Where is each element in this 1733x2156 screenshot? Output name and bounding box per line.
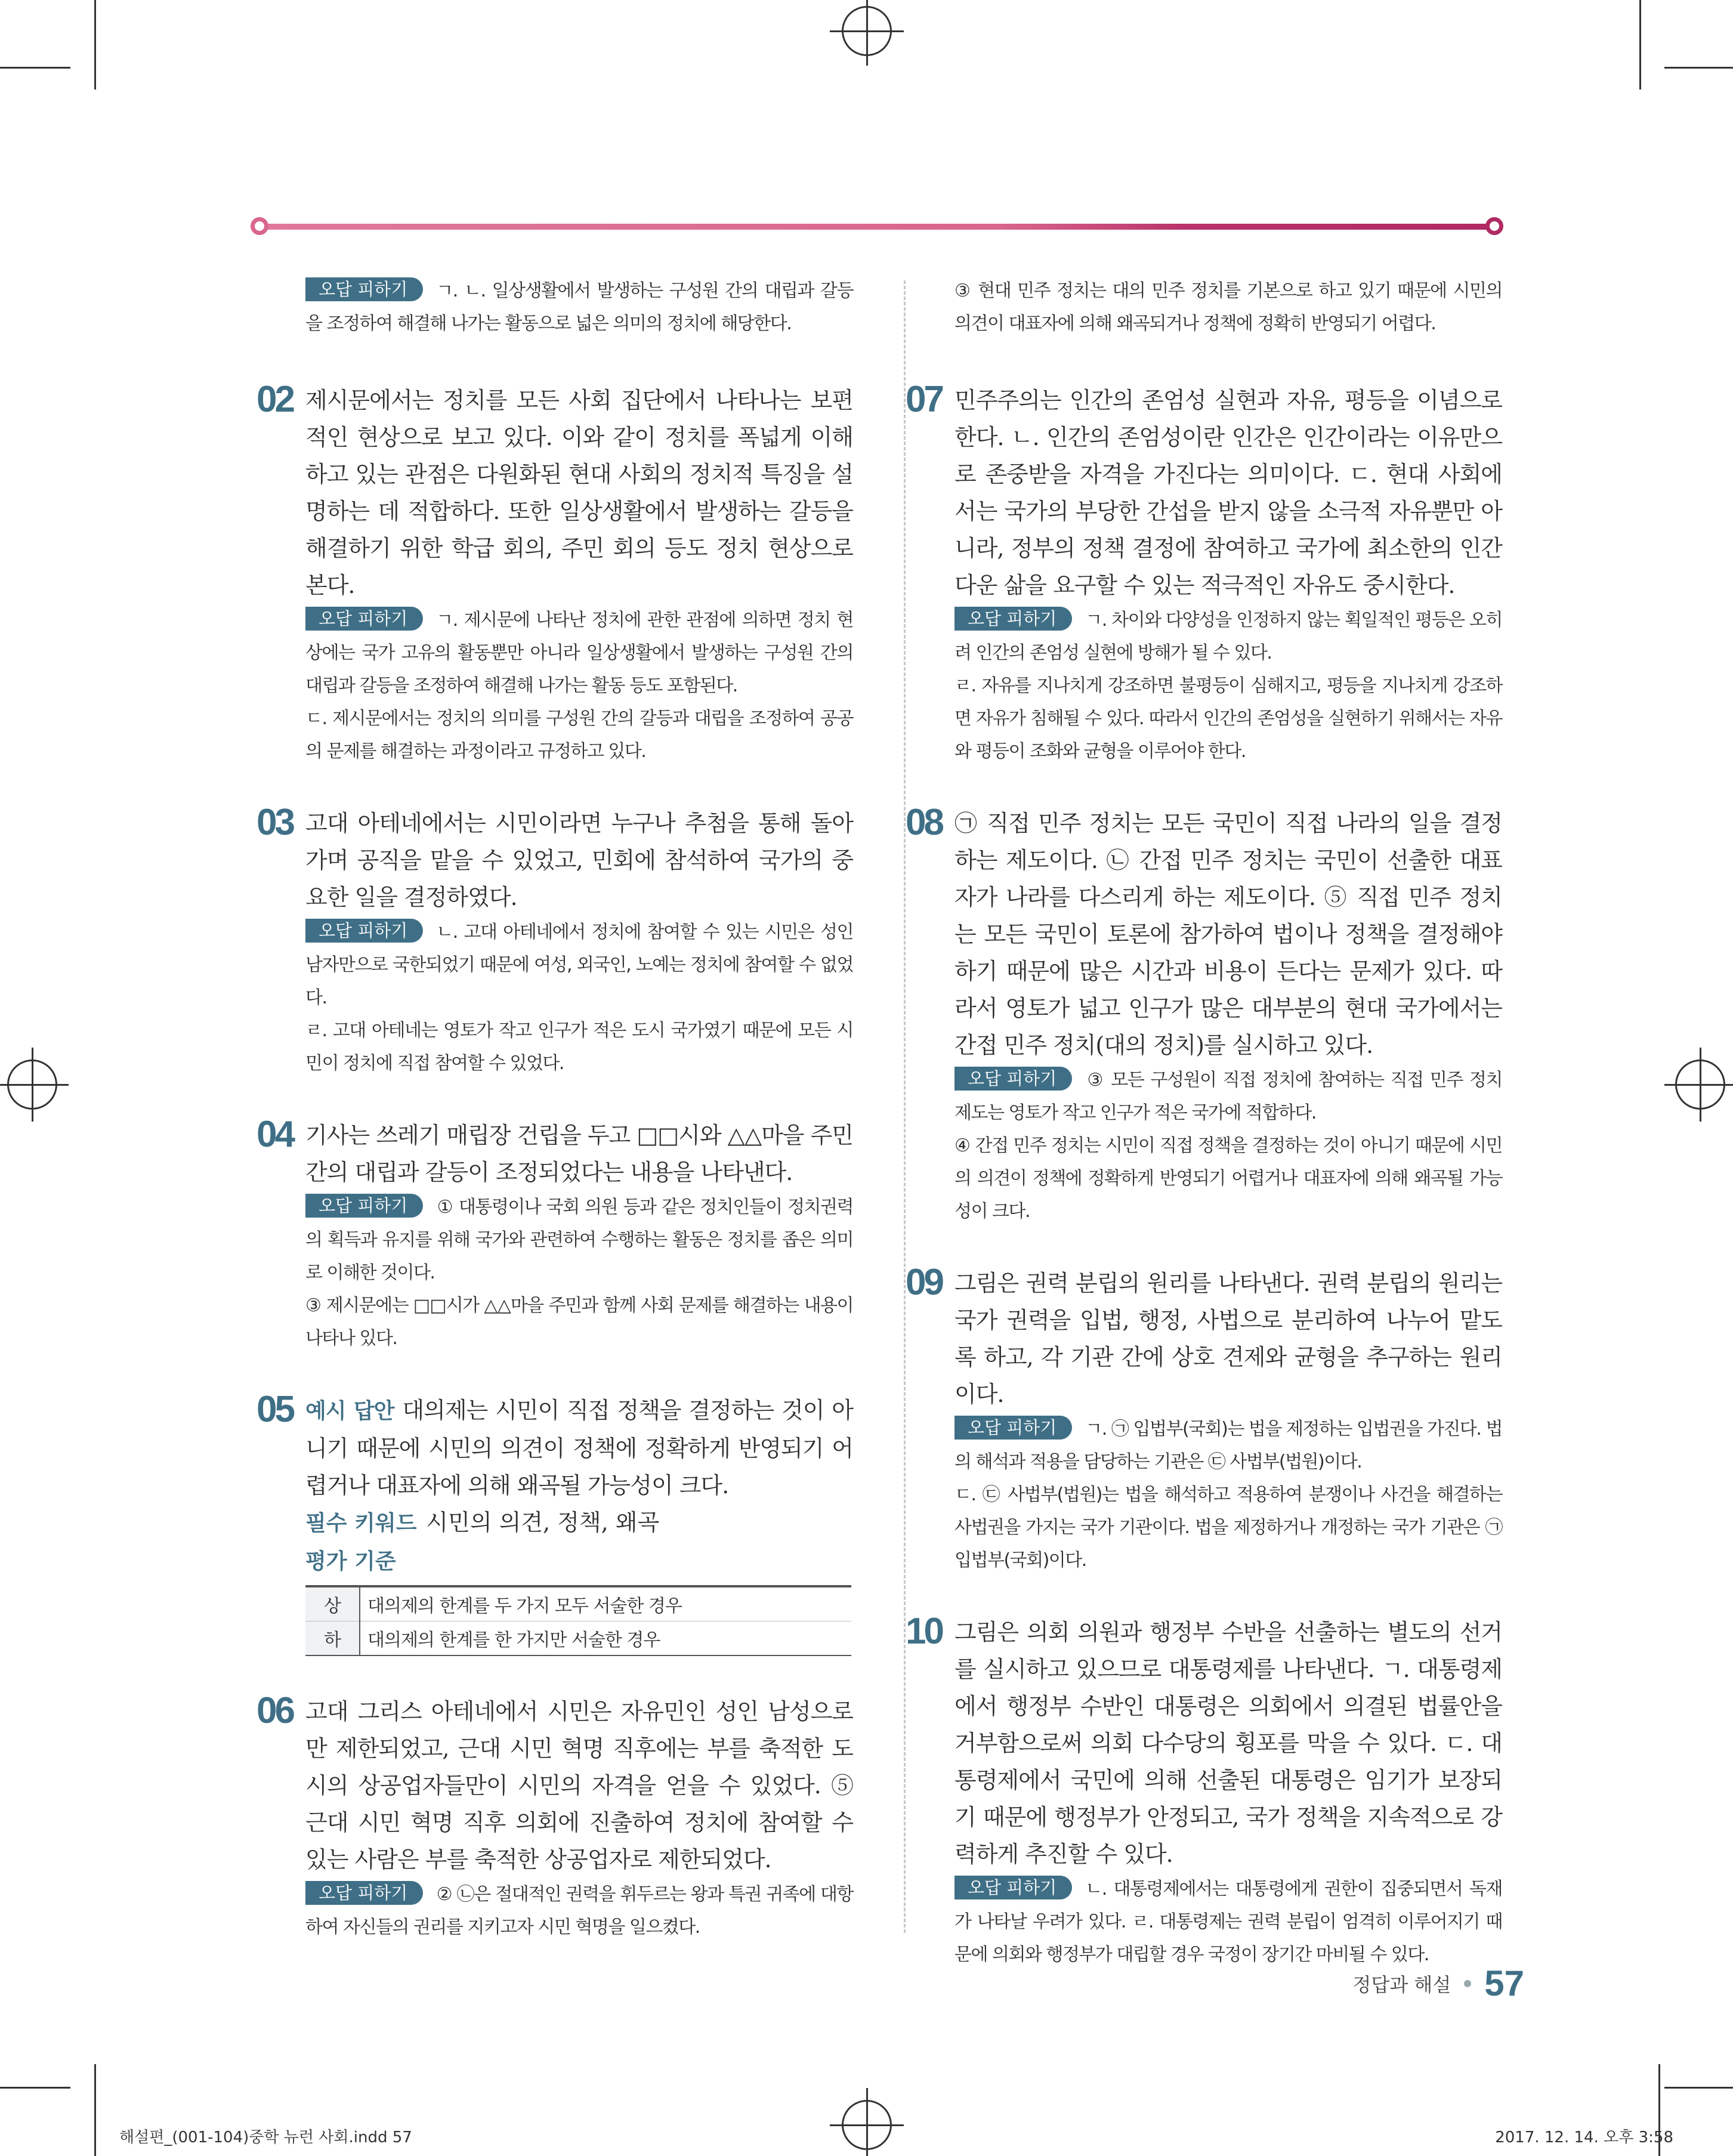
answer-text: 대의제는 시민이 직접 정책을 결정하는 것이 아니기 때문에 시민의 의견이 정책에 정확하게 반영되기 어렵거나 대표자에 의해 왜곡될 가능성이 크다. [305, 1397, 853, 1499]
question-number: 04 [257, 1114, 293, 1155]
answer-text: 기사는 쓰레기 매립장 건립을 두고 □□시와 △△마을 주민 간의 대립과 갈등이 조정되었다는 내용을 나타낸다. [305, 1122, 853, 1185]
avoid-wrong-badge: 오답 피하기 [305, 1881, 423, 1905]
criteria-desc: 대의제의 한계를 두 가지 모두 서술한 경우 [360, 1586, 851, 1621]
crop-mark [1639, 0, 1641, 89]
note-text: ② ㉡은 절대적인 권력을 휘두르는 왕과 특권 귀족에 대항하여 자신들의 권리를 지키고자 시민 혁명을 일으켰다. [305, 1884, 853, 1938]
right-column [906, 274, 1502, 2008]
criteria-desc: 대의제의 한계를 한 가지만 서술한 경우 [360, 1621, 851, 1656]
left-column [257, 274, 853, 1981]
slug-filename: 해설편_(001-104)중학 뉴런 사회.indd 57 [119, 2129, 412, 2146]
keyword-label: 필수 키워드 [305, 1511, 417, 1536]
registration-mark [866, 0, 868, 66]
answer-text: 민주주의는 인간의 존엄성 실현과 자유, 평등을 이념으로 한다. ㄴ. 인간의 존엄성이란 인간은 인간이라는 이유만으로 존중받을 자격을 가진다는 의미이다. ㄷ. 현대 사회에서는 국가의 부당한 간섭을 받지 않을 소극적 자유뿐만 아니라, 정부의 정책 결정에 참여하고 국가에 최소한의 인간다운 삶을 요구할 수 있는 적극적인 자유도 중시한다. [954, 387, 1502, 598]
criteria-label: 평가 기준 [305, 1549, 396, 1574]
bullet-icon [1464, 1980, 1471, 1987]
criteria-grade: 하 [305, 1621, 360, 1656]
note-text: ㄱ. ㄴ. 일상생활에서 발생하는 구성원 간의 대립과 갈등을 조정하여 해결해 나가는 활동으로 넓은 의미의 정치에 해당한다. [305, 280, 853, 334]
question-07 [906, 379, 1502, 768]
note-text: ㄷ. 제시문에서는 정치의 의미를 구성원 간의 갈등과 대립을 조정하여 공공의 문제를 해결하는 과정이라고 규정하고 있다. [305, 708, 853, 762]
avoid-wrong-badge: 오답 피하기 [305, 919, 423, 943]
question-04 [257, 1114, 853, 1355]
note-text: ③ 모든 구성원이 직접 정치에 참여하는 직접 민주 정치 제도는 영토가 작고 인구가 적은 국가에 적합하다. [954, 1070, 1502, 1123]
question-number: 08 [906, 802, 942, 843]
example-answer-label: 예시 답안 [305, 1399, 394, 1423]
slug-timestamp: 2017. 12. 14. 오후 3:58 [1495, 2129, 1673, 2146]
registration-mark [0, 1084, 69, 1086]
question-number: 03 [257, 802, 293, 843]
question-number: 09 [906, 1262, 942, 1303]
crop-mark [94, 0, 96, 89]
question-10 [906, 1611, 1502, 1971]
answer-text: 그림은 권력 분립의 원리를 나타낸다. 권력 분립의 원리는 국가 권력을 입법, 행정, 사법으로 분리하여 나누어 맡도록 하고, 각 기관 간에 상호 견제와 균형을 추구하는 원리이다. [954, 1270, 1502, 1407]
note-text: ㄱ. ㉠ 입법부(국회)는 법을 제정하는 입법권을 가진다. 법의 해석과 적용을 담당하는 기관은 ㉢ 사법부(법원)이다. [954, 1419, 1502, 1472]
question-number: 05 [257, 1389, 293, 1430]
avoid-wrong-badge: 오답 피하기 [954, 1416, 1072, 1440]
question-06 [257, 1690, 853, 1944]
note-text: ㄹ. 고대 아테네는 영토가 작고 인구가 적은 도시 국가였기 때문에 모든 시민이 정치에 직접 참여할 수 있었다. [305, 1020, 853, 1074]
avoid-wrong-badge: 오답 피하기 [954, 1067, 1072, 1091]
avoid-wrong-badge: 오답 피하기 [305, 1194, 423, 1218]
question-number: 07 [906, 379, 942, 420]
note-text: ③ 제시문에는 □□시가 △△마을 주민과 함께 사회 문제를 해결하는 내용이 나타나 있다. [305, 1295, 853, 1349]
crop-mark [0, 2087, 70, 2089]
answer-text: ㉠ 직접 민주 정치는 모든 국민이 직접 나라의 일을 결정하는 제도이다. ㉡ 간접 민주 정치는 국민이 선출한 대표자가 나라를 다스리게 하는 제도이다. ⑤ 직접 민주 정치는 모든 국민이 토론에 참가하여 법이나 정책을 결정해야 하기 때문에 많은 시간과 비용이 든다는 문제가 있다. 따라서 영토가 넓고 인구가 많은 대부분의 현대 국가에서는 간접 민주 정치(대의 정치)를 실시하고 있다. [954, 810, 1502, 1058]
intro-note-right [954, 274, 1502, 340]
question-number: 02 [257, 379, 293, 420]
note-text: ① 대통령이나 국회 의원 등과 같은 정치인들이 정치권력의 획득과 유지를 위해 국가와 관련하여 수행하는 활동은 정치를 좁은 의미로 이해한 것이다. [305, 1197, 853, 1283]
page-footer [1353, 1963, 1524, 2004]
question-number: 06 [257, 1690, 293, 1731]
crop-mark [0, 67, 70, 69]
note-text: ㄱ. 차이와 다양성을 인정하지 않는 획일적인 평등은 오히려 인간의 존엄성 실현에 방해가 될 수 있다. [954, 610, 1502, 663]
header-bar-line [261, 224, 1493, 230]
footer-label: 정답과 해설 [1352, 1973, 1451, 1996]
question-05 [257, 1389, 853, 1656]
intro-note-left [305, 274, 853, 340]
note-text: ㄴ. 고대 아테네에서 정치에 참여할 수 있는 시민은 성인 남자만으로 국한되었기 때문에 여성, 외국인, 노예는 정치에 참여할 수 없었다. [305, 922, 853, 1008]
registration-mark [32, 1048, 33, 1122]
question-number: 10 [906, 1611, 942, 1652]
note-text: ㄹ. 자유를 지나치게 강조하면 불평등이 심해지고, 평등을 지나치게 강조하면 자유가 침해될 수 있다. 따라서 인간의 존엄성을 실현하기 위해서는 자유와 평등이 조화와 균형을 이루어야 한다. [954, 675, 1502, 762]
header-decoration-bar [251, 217, 1503, 235]
page-number: 57 [1484, 1963, 1524, 2003]
crop-mark [1664, 67, 1733, 69]
note-text: ④ 간접 민주 정치는 시민이 직접 정책을 결정하는 것이 아니기 때문에 시민의 의견이 정책에 정확하게 반영되기 어렵거나 대표자에 의해 왜곡될 가능성이 크다. [954, 1135, 1502, 1222]
avoid-wrong-badge: 오답 피하기 [305, 607, 423, 631]
note-text: ㄴ. 대통령제에서는 대통령에게 권한이 집중되면서 독재가 나타날 우려가 있다. ㄹ. 대통령제는 권력 분립이 엄격히 이루어지기 때문에 의회와 행정부가 대립할 경우 국정이 장기간 마비될 수 있다. [954, 1879, 1502, 1965]
question-08 [906, 802, 1502, 1228]
registration-mark [1700, 1048, 1701, 1122]
criteria-row [305, 1621, 851, 1656]
question-03 [257, 802, 853, 1080]
avoid-wrong-badge: 오답 피하기 [954, 607, 1072, 631]
registration-mark [866, 2088, 868, 2156]
column-divider [904, 280, 906, 1933]
avoid-wrong-badge: 오답 피하기 [954, 1876, 1072, 1899]
header-bar-right-dot [1485, 217, 1503, 235]
note-text: ㄱ. 제시문에 나타난 정치에 관한 관점에 의하면 정치 현상에는 국가 고유의 활동뿐만 아니라 일상생활에서 발생하는 구성원 간의 대립과 갈등을 조정하여 해결해 나가는 활동 등도 포함된다. [305, 610, 853, 696]
criteria-table [305, 1585, 851, 1656]
criteria-row [305, 1586, 851, 1621]
crop-mark [1664, 2087, 1733, 2089]
keywords: 시민의 의견, 정책, 왜곡 [426, 1509, 660, 1536]
question-02 [257, 379, 853, 768]
registration-mark [1664, 1084, 1733, 1086]
criteria-grade: 상 [305, 1586, 360, 1621]
registration-mark [830, 2124, 904, 2126]
crop-mark [94, 2064, 96, 2156]
header-bar-left-dot [251, 217, 268, 235]
answer-text: 고대 아테네에서는 시민이라면 누구나 추첨을 통해 돌아가며 공직을 맡을 수 있었고, 민회에 참석하여 국가의 중요한 일을 결정하였다. [305, 810, 853, 910]
answer-text: 그림은 의회 의원과 행정부 수반을 선출하는 별도의 선거를 실시하고 있으므로 대통령제를 나타낸다. ㄱ. 대통령제에서 행정부 수반인 대통령은 의회에서 의결된 법률안을 거부함으로써 의회 다수당의 횡포를 막을 수 있다. ㄷ. 대통령제에서 국민에 의해 선출된 대통령은 임기가 보장되기 때문에 행정부가 안정되고, 국가 정책을 지속적으로 강력하게 추진할 수 있다. [954, 1619, 1502, 1867]
note-text: ③ 현대 민주 정치는 대의 민주 정치를 기본으로 하고 있기 때문에 시민의 의견이 대표자에 의해 왜곡되거나 정책에 정확히 반영되기 어렵다. [954, 280, 1502, 334]
answer-text: 고대 그리스 아테네에서 시민은 자유민인 성인 남성으로만 제한되었고, 근대 시민 혁명 직후에는 부를 축적한 도시의 상공업자들만이 시민의 자격을 얻을 수 있었다. ⑤ 근대 시민 혁명 직후 의회에 진출하여 정치에 참여할 수 있는 사람은 부를 축적한 상공업자로 제한되었다. [305, 1698, 853, 1873]
avoid-wrong-badge: 오답 피하기 [305, 277, 423, 301]
note-text: ㄷ. ㉢ 사법부(법원)는 법을 해석하고 적용하여 분쟁이나 사건을 해결하는 사법권을 가지는 국가 기관이다. 법을 제정하거나 개정하는 국가 기관은 ㉠ 입법부(국회)이다. [954, 1484, 1502, 1571]
question-09 [906, 1262, 1502, 1577]
registration-mark [830, 30, 904, 32]
answer-text: 제시문에서는 정치를 모든 사회 집단에서 나타나는 보편적인 현상으로 보고 있다. 이와 같이 정치를 폭넓게 이해하고 있는 관점은 다원화된 현대 사회의 정치적 특징을 설명하는 데 적합하다. 또한 일상생활에서 발생하는 갈등을 해결하기 위한 학급 회의, 주민 회의 등도 정치 현상으로 본다. [305, 387, 853, 598]
